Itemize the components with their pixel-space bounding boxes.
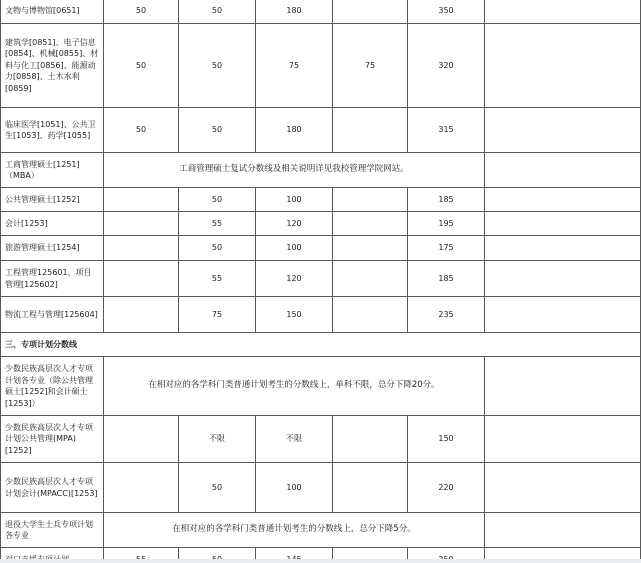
row-name: 少数民族高层次人才专项计划各专业（除公共管理硕士[1252]和会计硕士[1253]） — [1, 357, 104, 416]
cell: 320 — [408, 24, 485, 108]
cell — [104, 236, 179, 261]
cell: 50 — [179, 188, 256, 212]
table-row — [1, 357, 641, 416]
cell — [104, 261, 179, 297]
cell: 55 — [179, 212, 256, 236]
table-row — [1, 188, 641, 212]
table-row — [1, 261, 641, 297]
cell — [485, 108, 641, 153]
merged-note-cell: 在相对应的各学科门类普通计划考生的分数线上，单科不限，总分下降20分。 — [104, 357, 485, 416]
cell: 50 — [104, 24, 179, 108]
table-row — [1, 416, 641, 463]
cell: 120 — [256, 261, 333, 297]
row-name: 工程管理125601、项目管理[125602] — [1, 261, 104, 297]
cell: 315 — [408, 108, 485, 153]
row-name: 建筑学[0851]、电子信息[0854]、机械[0855]、材料与化工[0856]、能源动力[0858]、土木水利[0859] — [1, 24, 104, 108]
cell: 50 — [104, 0, 179, 24]
cell: 150 — [256, 297, 333, 333]
cell — [333, 108, 408, 153]
table-row — [1, 297, 641, 333]
table-row — [1, 0, 641, 24]
cell — [485, 236, 641, 261]
cell — [485, 24, 641, 108]
row-name: 退役大学生士兵专项计划各专业 — [1, 513, 104, 548]
table-row — [1, 513, 641, 548]
cell: 50 — [179, 463, 256, 513]
cell: 180 — [256, 108, 333, 153]
table-row — [1, 24, 641, 108]
cell — [485, 513, 641, 548]
table-row — [1, 108, 641, 153]
row-name: 物流工程与管理[125604] — [1, 297, 104, 333]
cell: 50 — [179, 108, 256, 153]
cell: 180 — [256, 0, 333, 24]
row-name: 公共管理硕士[1252] — [1, 188, 104, 212]
cell — [485, 261, 641, 297]
cell: 不限 — [256, 416, 333, 463]
cell — [333, 261, 408, 297]
cell — [333, 236, 408, 261]
cell — [104, 212, 179, 236]
cell — [104, 188, 179, 212]
cell: 不限 — [179, 416, 256, 463]
cell: 185 — [408, 188, 485, 212]
section-header-row — [1, 333, 641, 357]
cell — [104, 463, 179, 513]
cell — [485, 188, 641, 212]
table-row — [1, 236, 641, 261]
cell: 50 — [179, 0, 256, 24]
cell — [485, 153, 641, 188]
table-row — [1, 463, 641, 513]
cell: 220 — [408, 463, 485, 513]
cell — [485, 212, 641, 236]
table-row — [1, 212, 641, 236]
cell — [485, 463, 641, 513]
bottom-scroll-strip — [0, 559, 641, 563]
cell — [333, 463, 408, 513]
cell — [333, 212, 408, 236]
row-name: 少数民族高层次人才专项计划公共管理(MPA)[1252] — [1, 416, 104, 463]
cell — [333, 297, 408, 333]
cell — [104, 416, 179, 463]
cell: 195 — [408, 212, 485, 236]
cell: 50 — [104, 108, 179, 153]
cell: 50 — [179, 24, 256, 108]
row-name: 文物与博物馆[0651] — [1, 0, 104, 24]
row-name: 旅游管理硕士[1254] — [1, 236, 104, 261]
section-title: 三、专项计划分数线 — [1, 333, 641, 357]
cell: 75 — [333, 24, 408, 108]
cell: 75 — [179, 297, 256, 333]
row-name: 会计[1253] — [1, 212, 104, 236]
cell — [333, 416, 408, 463]
cell — [485, 0, 641, 24]
cell — [333, 0, 408, 24]
cell: 55 — [179, 261, 256, 297]
cell: 175 — [408, 236, 485, 261]
row-name: 工商管理硕士[1251]（MBA） — [1, 153, 104, 188]
cell: 150 — [408, 416, 485, 463]
merged-note-cell: 工商管理硕士复试分数线及相关说明详见我校管理学院网站。 — [104, 153, 485, 188]
cell — [485, 416, 641, 463]
cell: 100 — [256, 188, 333, 212]
cell: 100 — [256, 236, 333, 261]
cell — [485, 357, 641, 416]
row-name: 少数民族高层次人才专项计划会计(MPACC)[1253] — [1, 463, 104, 513]
cell: 185 — [408, 261, 485, 297]
table-row — [1, 153, 641, 188]
cell: 50 — [179, 236, 256, 261]
cell: 350 — [408, 0, 485, 24]
cell: 100 — [256, 463, 333, 513]
cell — [333, 188, 408, 212]
cell — [104, 297, 179, 333]
cell: 75 — [256, 24, 333, 108]
merged-note-cell: 在相对应的各学科门类普通计划考生的分数线上，总分下降5分。 — [104, 513, 485, 548]
row-name: 临床医学[1051]、公共卫生[1053]、药学[1055] — [1, 108, 104, 153]
cell — [485, 297, 641, 333]
cell: 235 — [408, 297, 485, 333]
cell: 120 — [256, 212, 333, 236]
